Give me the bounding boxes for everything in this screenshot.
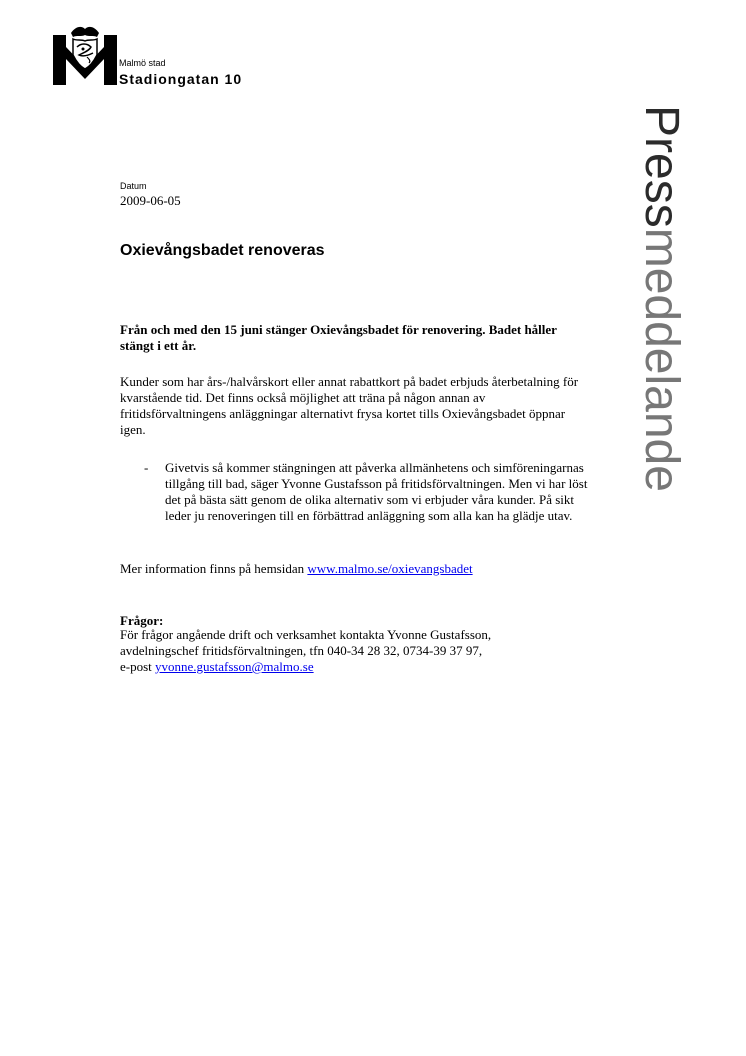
lead-paragraph: Från och med den 15 juni stänger Oxievångsbadet för renovering. Badet håller stängt i ett år. xyxy=(120,322,557,353)
malmo-coat-of-arms-logo xyxy=(53,25,117,85)
org-name: Malmö stad xyxy=(119,58,166,68)
date-value: 2009-06-05 xyxy=(120,193,181,208)
contact-line-2: avdelningschef fritidsförvaltningen, tfn 040-34 28 32, 0734-39 37 97, xyxy=(120,643,483,658)
headline: Oxievångsbadet renoveras xyxy=(120,242,325,259)
questions-contact xyxy=(120,627,600,675)
email-prefix: e-post xyxy=(120,659,156,674)
contact-line-3 xyxy=(120,659,600,675)
contact-line-1: För frågor angående drift och verksamhet kontakta Yvonne Gustafsson, xyxy=(120,627,492,642)
bullet-marker: - xyxy=(144,460,149,475)
org-address: Stadiongatan 10 xyxy=(119,71,243,87)
press-release-vertical-label xyxy=(635,105,705,555)
website-link[interactable]: www.malmo.se/oxievangsbadet xyxy=(307,561,473,576)
more-info-text: Mer information finns på hemsidan xyxy=(120,561,308,576)
date-label: Datum xyxy=(120,181,147,191)
more-info-line xyxy=(120,561,590,577)
vertical-label-part2: meddelande xyxy=(635,227,688,492)
bullet-text: Givetvis så kommer stängningen att påverka allmänhetens och simföreningarnas tillgång till bad, säger Yvonne Gustafsson på fritidsförvaltningen. Men vi har löst det på bästa sätt genom de olika alternativ som vi erbjuder våra kunder. På sikt leder ju renoveringen till en förbättrad anläggning som alla kan ha glädje utav. xyxy=(165,460,588,523)
email-link[interactable]: yvonne.gustafsson@malmo.se xyxy=(155,659,314,674)
vertical-label-part1: Press xyxy=(635,105,688,228)
questions-heading: Frågor: xyxy=(120,613,164,628)
body-paragraph: Kunder som har års-/halvårskort eller annat rabattkort på badet erbjuds återbetalning för kvarstående tid. Det finns också möjlighet att träna på någon annan av fritidsförvaltningens anläggningar alternativt frysa kortet tills Oxievångsbadet öppnar igen. xyxy=(120,374,579,437)
